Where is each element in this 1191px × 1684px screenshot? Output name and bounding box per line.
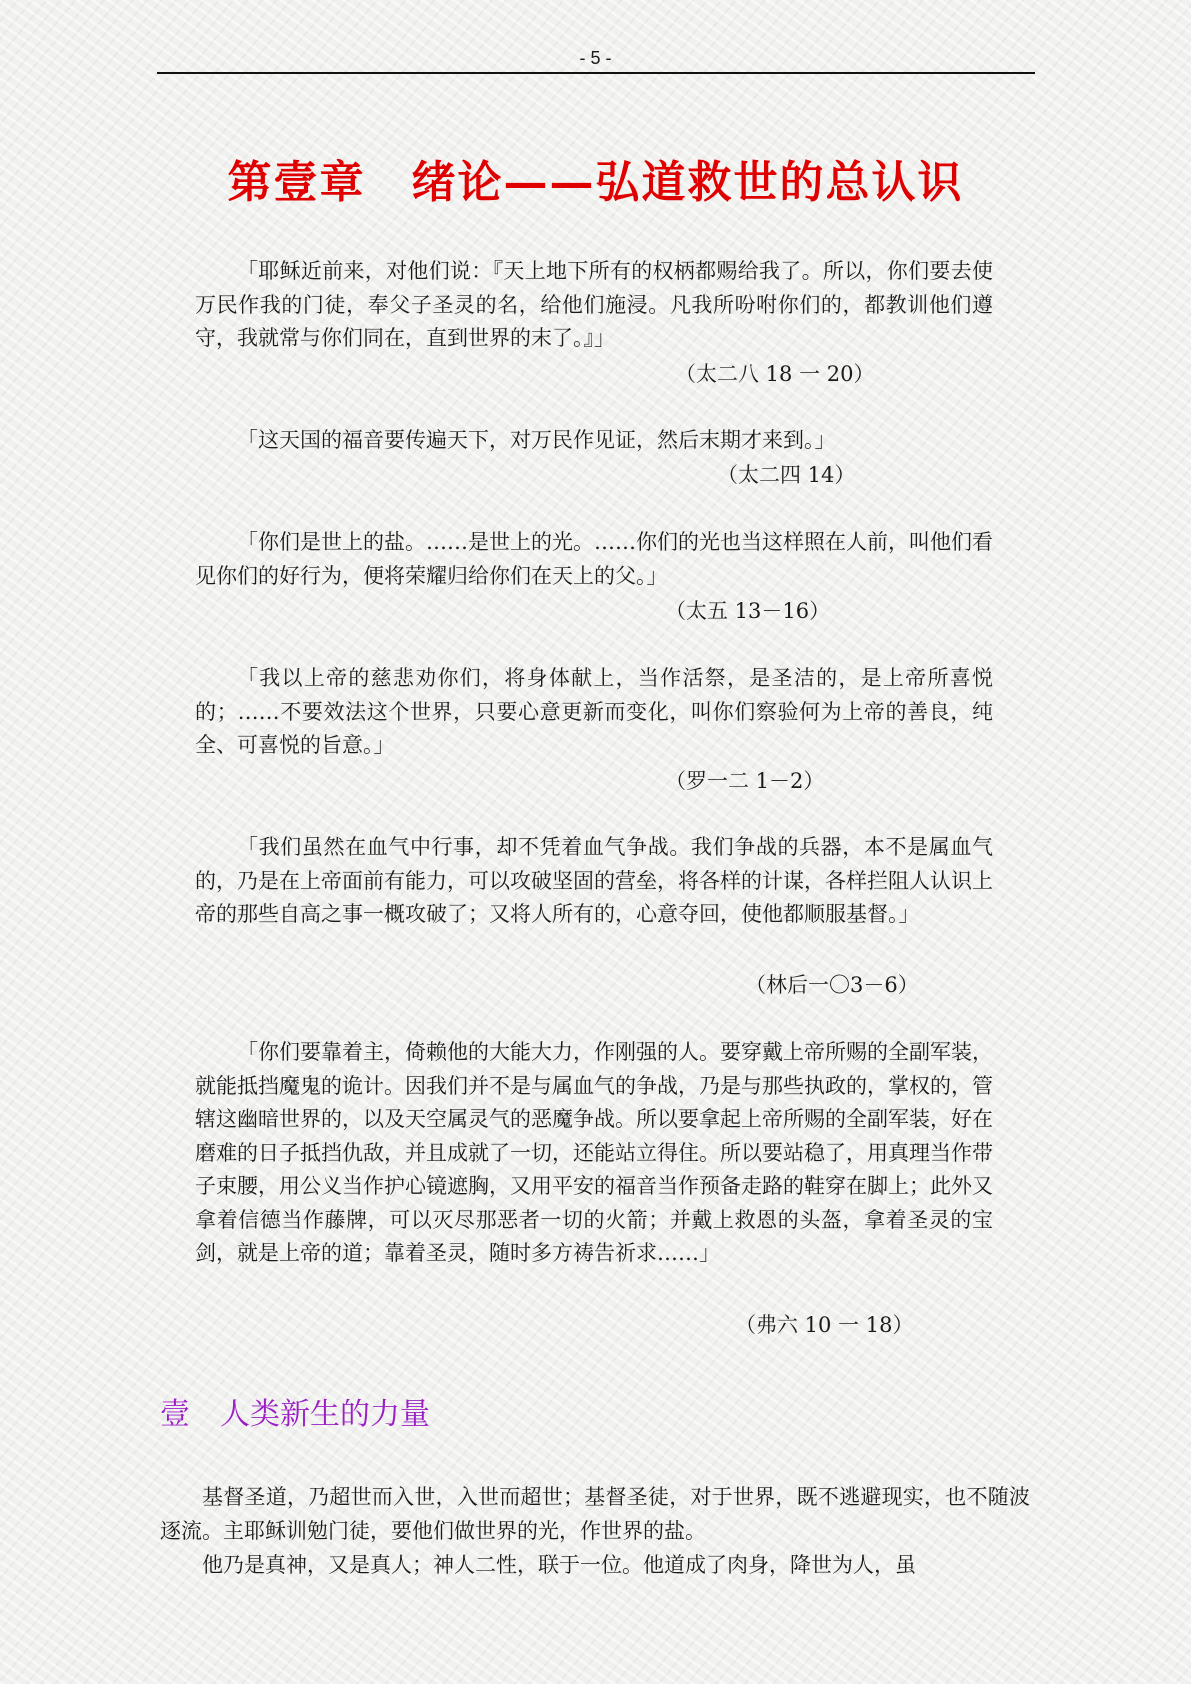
header-rule bbox=[157, 72, 1035, 74]
scripture-quote bbox=[195, 831, 993, 997]
scripture-quote bbox=[195, 526, 993, 623]
quote-reference: （太五 13－16） bbox=[665, 599, 831, 623]
quote-reference: （林后一〇3－6） bbox=[745, 973, 919, 997]
quote-text: 「耶稣近前来，对他们说：『天上地下所有的权柄都赐给我了。所以，你们要去使万民作我的门徒，奉父子圣灵的名，给他们施浸。凡我所吩咐你们的，都教训他们遵守，我就常与你们同在，直到世界的末了。』」 bbox=[195, 259, 993, 350]
quote-text: 「这天国的福音要传遍天下，对万民作见证，然后末期才来到。」 bbox=[237, 428, 836, 452]
quote-reference: （太二四 14） bbox=[717, 463, 856, 487]
body-paragraph: 基督圣道，乃超世而入世，入世而超世；基督圣徒，对于世界，既不逃避现实，也不随波逐流。主耶稣训勉门徒，要他们做世界的光，作世界的盐。 bbox=[160, 1485, 1030, 1543]
quote-reference: （太二八 18 一 20） bbox=[675, 362, 875, 386]
scripture-quote bbox=[195, 1036, 993, 1337]
body-paragraph: 他乃是真神，又是真人；神人二性，联于一位。他道成了肉身，降世为人，虽 bbox=[202, 1553, 916, 1577]
scripture-quote bbox=[195, 255, 993, 386]
body-text bbox=[160, 1480, 1030, 1582]
quote-text: 「你们是世上的盐。……是世上的光。……你们的光也当这样照在人前，叫他们看见你们的好行为，便将荣耀归给你们在天上的父。」 bbox=[195, 530, 993, 588]
scripture-quote bbox=[195, 662, 993, 793]
quote-text: 「你们要靠着主，倚赖他的大能大力，作刚强的人。要穿戴上帝所赐的全副军装，就能抵挡魔鬼的诡计。因我们并不是与属血气的争战，乃是与那些执政的，掌权的，管辖这幽暗世界的，以及天空属灵气的恶魔争战。所以要拿起上帝所赐的全副军装，好在磨难的日子抵挡仇敌，并且成就了一切，还能站立得住。所以要站稳了，用真理当作带子束腰，用公义当作护心镜遮胸，又用平安的福音当作预备走路的鞋穿在脚上；此外又拿着信德当作藤牌，可以灭尽那恶者一切的火箭；并戴上救恩的头盔，拿着圣灵的宝剑，就是上帝的道；靠着圣灵，随时多方祷告祈求……」 bbox=[195, 1040, 993, 1265]
quote-reference: （罗一二 1－2） bbox=[665, 769, 825, 793]
quote-reference: （弗六 10 一 18） bbox=[735, 1313, 914, 1337]
section-heading: 壹 人类新生的力量 bbox=[160, 1398, 430, 1431]
quote-text: 「我以上帝的慈悲劝你们，将身体献上，当作活祭，是圣洁的，是上帝所喜悦的；……不要效法这个世界，只要心意更新而变化，叫你们察验何为上帝的善良，纯全、可喜悦的旨意。」 bbox=[195, 666, 993, 757]
chapter-title: 第壹章 绪论——弘道救世的总认识 bbox=[227, 157, 964, 208]
page-number: - 5 - bbox=[579, 48, 612, 68]
quote-text: 「我们虽然在血气中行事，却不凭着血气争战。我们争战的兵器，本不是属血气的，乃是在上帝面前有能力，可以攻破坚固的营垒，将各样的计谋，各样拦阻人认识上帝的那些自高之事一概攻破了；又将人所有的，心意夺回，使他都顺服基督。」 bbox=[195, 835, 993, 926]
scripture-quote bbox=[195, 424, 993, 487]
